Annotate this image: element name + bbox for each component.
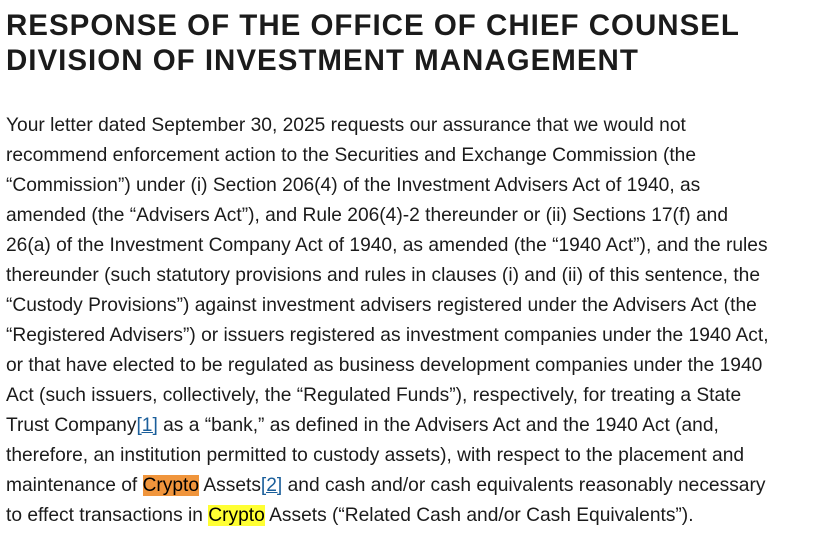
paragraph-line: Your letter dated September 30, 2025 requests our assurance that we would not [6, 115, 686, 136]
paragraph-line: amended (the “Advisers Act”), and Rule 206(4)-2 thereunder or (ii) Sections 17(f) and [6, 205, 729, 226]
text-segment: maintenance of [6, 475, 143, 496]
text-segment: as a “bank,” as defined in the Advisers Act and the 1940 Act (and, [157, 415, 719, 436]
paragraph-line: “Custody Provisions”) against investment advisers registered under the Advisers Act (the [6, 295, 757, 316]
text-segment: Trust Company [6, 415, 137, 436]
paragraph-line: therefore, an institution permitted to custody assets), with respect to the placement and [6, 445, 745, 466]
paragraph-line [6, 471, 832, 501]
paragraph-line: thereunder (such statutory provisions and rules in clauses (i) and (ii) of this sentence, the [6, 265, 761, 286]
paragraph-line: recommend enforcement action to the Securities and Exchange Commission (the [6, 145, 697, 166]
title-line-2: DIVISION OF INVESTMENT MANAGEMENT [6, 44, 639, 77]
paragraph-line: “Commission”) under (i) Section 206(4) of the Investment Advisers Act of 1940, as [6, 175, 701, 196]
paragraph-line [6, 501, 832, 531]
text-segment: Assets [199, 475, 261, 496]
title-line-1: RESPONSE OF THE OFFICE OF CHIEF COUNSEL [6, 9, 740, 42]
paragraph-line: 26(a) of the Investment Company Act of 1940, as amended (the “1940 Act”), and the rules [6, 235, 768, 256]
footnote-1-link[interactable]: [1] [136, 415, 158, 436]
paragraph-line: “Registered Advisers”) or issuers registered as investment companies under the 1940 Act, [6, 325, 769, 346]
paragraph-line: or that have elected to be regulated as business development companies under the 1940 [6, 355, 763, 376]
search-highlight: Crypto [208, 505, 265, 526]
text-segment: Assets (“Related Cash and/or Cash Equivalents”). [264, 505, 694, 526]
footnote-2-link[interactable]: [2] [260, 475, 283, 496]
response-paragraph [6, 111, 832, 531]
text-segment: and cash and/or cash equivalents reasonably necessary [282, 475, 766, 496]
document-page [6, 8, 832, 526]
search-highlight-current: Crypto [142, 475, 200, 496]
text-segment: to effect transactions in [6, 505, 209, 526]
page-title [6, 8, 832, 78]
paragraph-line: Act (such issuers, collectively, the “Regulated Funds”), respectively, for treating a State [6, 385, 742, 406]
paragraph-line [6, 411, 832, 441]
